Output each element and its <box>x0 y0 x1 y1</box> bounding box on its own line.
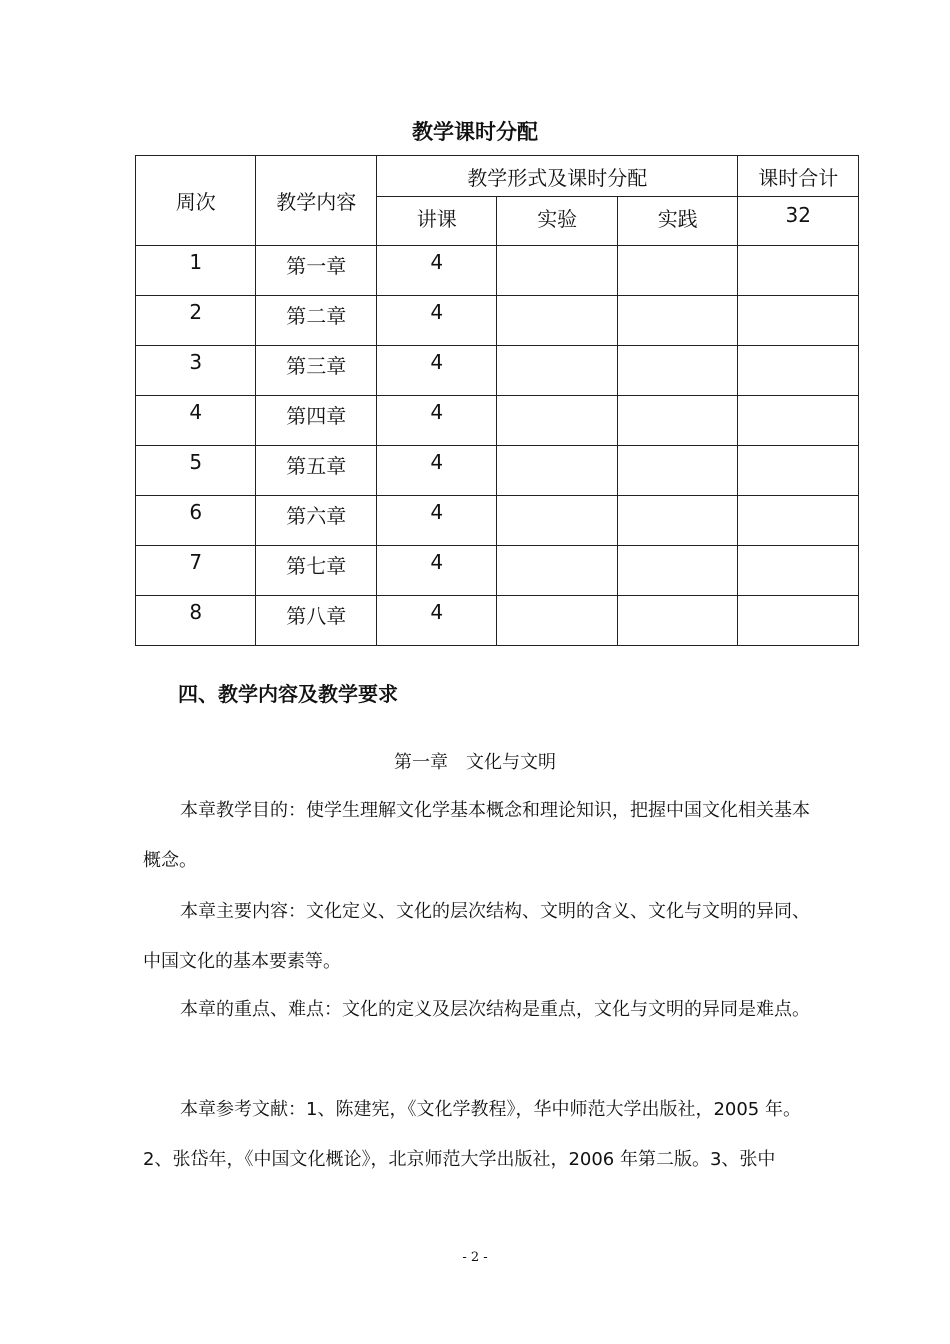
chapter-cell: 第五章 <box>256 446 376 496</box>
experiment-cell <box>497 296 617 346</box>
table-row <box>136 296 859 346</box>
experiment-cell <box>497 446 617 496</box>
header-total: 课时合计 <box>738 156 859 197</box>
week-cell: 7 <box>136 546 256 596</box>
practice-cell <box>617 596 738 646</box>
experiment-cell <box>497 596 617 646</box>
paragraph-key-points: 本章的重点、难点：文化的定义及层次结构是重点，文化与文明的异同是难点。 <box>180 999 810 1020</box>
table-row <box>136 246 859 296</box>
table-row <box>136 596 859 646</box>
total-cell <box>738 346 859 396</box>
header-content: 教学内容 <box>256 156 376 246</box>
week-cell: 4 <box>136 396 256 446</box>
header-practice: 实践 <box>617 197 738 246</box>
experiment-cell <box>497 346 617 396</box>
paragraph-references: 本章参考文献：1、陈建宪，《文化学教程》，华中师范大学出版社，2005 年。2、张岱年，《中国文化概论》，北京师范大学出版社，2006 年第二版。3、张中 <box>143 1099 801 1170</box>
total-cell <box>738 496 859 546</box>
paragraph-objective: 本章教学目的：使学生理解文化学基本概念和理论知识，把握中国文化相关基本概念。 <box>143 800 810 871</box>
chapter-cell: 第七章 <box>256 546 376 596</box>
table-row <box>136 546 859 596</box>
class-hours-table <box>135 155 859 646</box>
paragraph-content: 本章主要内容：文化定义、文化的层次结构、文明的含义、文化与文明的异同、中国文化的基本要素等。 <box>143 901 810 972</box>
chapter-cell: 第一章 <box>256 246 376 296</box>
total-cell <box>738 296 859 346</box>
experiment-cell <box>497 496 617 546</box>
total-cell <box>738 596 859 646</box>
week-cell: 2 <box>136 296 256 346</box>
table-row <box>136 446 859 496</box>
week-cell: 8 <box>136 596 256 646</box>
practice-cell <box>617 546 738 596</box>
page-title: 教学课时分配 <box>412 120 538 144</box>
header-week: 周次 <box>136 156 256 246</box>
chapter-cell: 第二章 <box>256 296 376 346</box>
header-form: 教学形式及课时分配 <box>376 156 737 197</box>
lecture-cell: 4 <box>376 346 496 396</box>
table-row <box>136 346 859 396</box>
chapter-cell: 第三章 <box>256 346 376 396</box>
experiment-cell <box>497 546 617 596</box>
lecture-cell: 4 <box>376 546 496 596</box>
total-cell <box>738 446 859 496</box>
table-row <box>136 396 859 446</box>
lecture-cell: 4 <box>376 446 496 496</box>
chapter-cell: 第六章 <box>256 496 376 546</box>
table-header-row <box>136 156 859 197</box>
week-cell: 5 <box>136 446 256 496</box>
header-experiment: 实验 <box>497 197 617 246</box>
chapter-cell: 第八章 <box>256 596 376 646</box>
table-row <box>136 496 859 546</box>
total-hours: 32 <box>738 197 859 246</box>
lecture-cell: 4 <box>376 246 496 296</box>
chapter-title: 第一章 文化与文明 <box>394 752 556 773</box>
week-cell: 6 <box>136 496 256 546</box>
practice-cell <box>617 396 738 446</box>
section-heading: 四、教学内容及教学要求 <box>178 682 398 706</box>
chapter-cell: 第四章 <box>256 396 376 446</box>
practice-cell <box>617 446 738 496</box>
total-cell <box>738 396 859 446</box>
lecture-cell: 4 <box>376 496 496 546</box>
page-number: - 2 - <box>462 1250 488 1265</box>
total-cell <box>738 546 859 596</box>
lecture-cell: 4 <box>376 596 496 646</box>
week-cell: 1 <box>136 246 256 296</box>
practice-cell <box>617 296 738 346</box>
experiment-cell <box>497 396 617 446</box>
week-cell: 3 <box>136 346 256 396</box>
header-lecture: 讲课 <box>376 197 496 246</box>
total-cell <box>738 246 859 296</box>
practice-cell <box>617 496 738 546</box>
practice-cell <box>617 346 738 396</box>
lecture-cell: 4 <box>376 296 496 346</box>
experiment-cell <box>497 246 617 296</box>
practice-cell <box>617 246 738 296</box>
lecture-cell: 4 <box>376 396 496 446</box>
